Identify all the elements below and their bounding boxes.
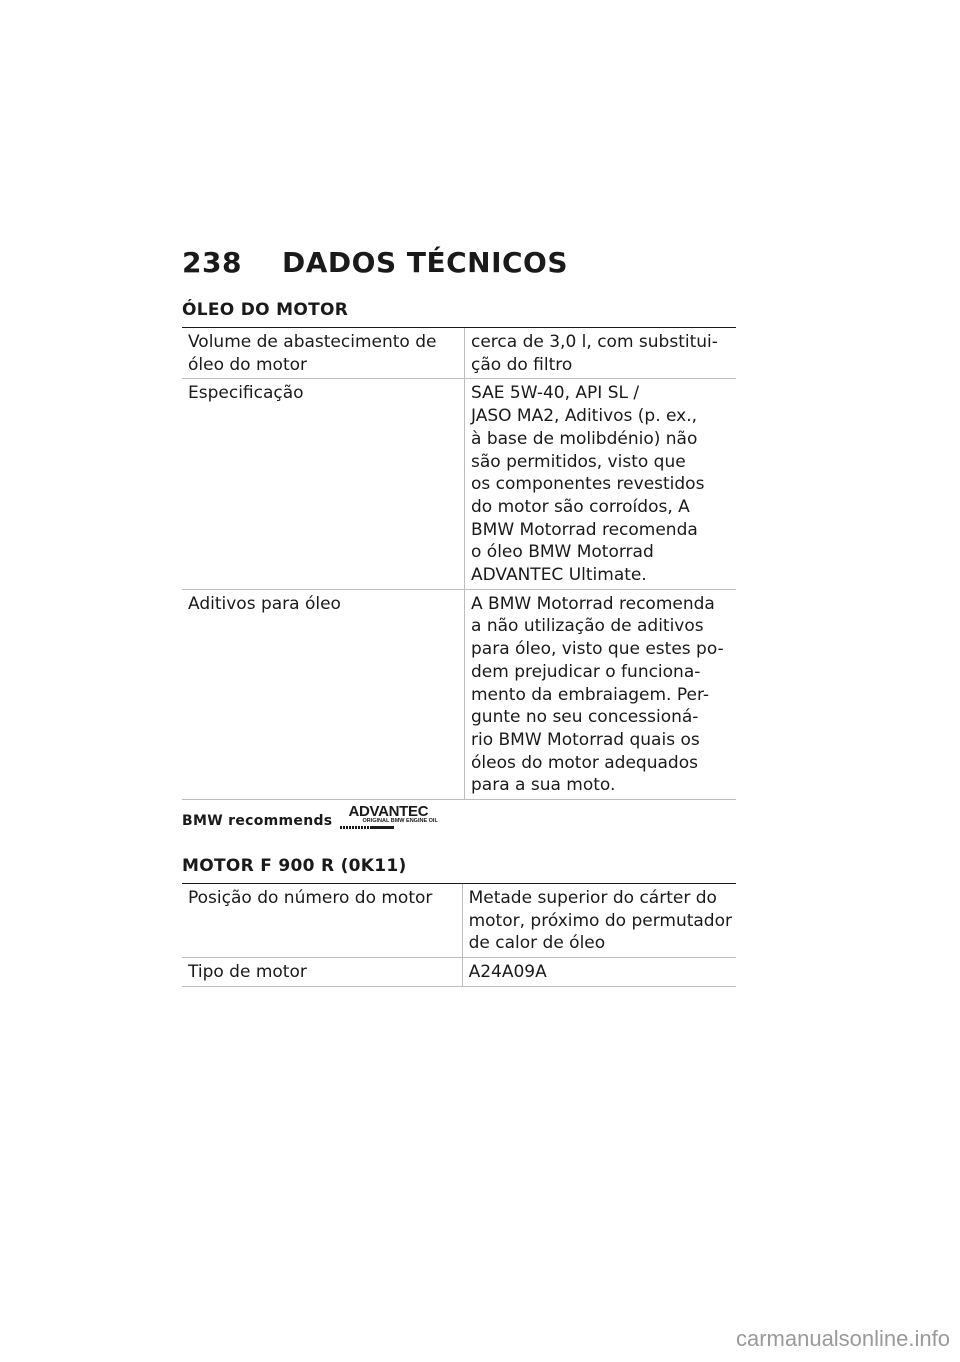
spec-row xyxy=(182,884,736,958)
spec-value-line: dem prejudicar o funciona- xyxy=(471,661,701,682)
spec-value-line: os componentes revestidos xyxy=(471,474,705,495)
engine-section xyxy=(182,856,736,987)
spec-label-line: Posição do número do motor xyxy=(188,888,433,908)
advantec-logo xyxy=(340,803,444,829)
spec-value-line: gunte no seu concessioná- xyxy=(471,707,699,728)
spec-value-line: para óleo, visto que estes po- xyxy=(471,639,724,660)
spec-value-line: são permitidos, visto que xyxy=(471,451,686,472)
spec-value-line: para a sua moto. xyxy=(471,775,616,796)
spec-value-line: de calor de óleo xyxy=(468,933,606,954)
spec-label-line: óleo do motor xyxy=(188,354,307,375)
spec-label xyxy=(182,589,465,799)
footer-watermark: carmanualsonline.info xyxy=(735,1326,950,1351)
spec-value-line: SAE 5W-40, API SL / xyxy=(471,383,640,404)
spec-label xyxy=(182,328,465,379)
spec-row xyxy=(182,589,736,799)
page-title: DADOS TÉCNICOS xyxy=(282,246,569,279)
spec-label-line: Volume de abastecimento de xyxy=(188,332,437,352)
spec-value-line: ADVANTEC Ultimate. xyxy=(471,565,647,586)
spec-row xyxy=(182,958,736,987)
spec-value-line: mento da embraiagem. Per- xyxy=(471,684,709,705)
spec-label xyxy=(182,379,465,589)
spec-value-line: BMW Motorrad recomenda xyxy=(471,519,698,540)
spec-value xyxy=(462,958,736,987)
spec-value-line: óleos do motor adequados xyxy=(471,752,698,773)
spec-label-line: Aditivos para óleo xyxy=(188,593,341,614)
page-header xyxy=(182,246,568,279)
logo-solid-bar xyxy=(370,826,394,829)
spec-value xyxy=(465,589,737,799)
logo-subtitle: ORIGINAL BMW ENGINE OIL xyxy=(362,818,438,824)
spec-value-line: Metade superior do cárter do xyxy=(468,888,717,908)
spec-value-line: à base de molibdénio) não xyxy=(471,428,698,449)
spec-value-line: a não utilização de aditivos xyxy=(471,616,704,637)
logo-word: ADVANTEC xyxy=(348,803,429,820)
spec-label-line: Tipo de motor xyxy=(188,962,307,983)
spec-label xyxy=(182,958,462,987)
spec-value xyxy=(462,884,736,958)
spec-value-line: o óleo BMW Motorrad xyxy=(471,542,654,563)
spec-value-line: ção do filtro xyxy=(471,354,573,375)
spec-value-line: cerca de 3,0 l, com substitui- xyxy=(471,332,718,352)
spec-row xyxy=(182,379,736,589)
oil-spec-table xyxy=(182,328,736,800)
bmw-recommends xyxy=(182,803,444,829)
spec-value-line: do motor são corroídos, A xyxy=(471,496,690,517)
recommend-text: BMW recommends xyxy=(182,813,333,829)
spec-value xyxy=(465,379,737,589)
spec-value-line: A24A09A xyxy=(468,962,547,983)
spec-label-line: Especificação xyxy=(188,383,304,404)
spec-value-line: JASO MA2, Aditivos (p. ex., xyxy=(471,406,698,427)
oil-section xyxy=(182,300,736,800)
spec-label xyxy=(182,884,462,958)
page-number: 238 xyxy=(182,246,242,279)
engine-section-title: MOTOR F 900 R (0K11) xyxy=(182,856,736,884)
engine-spec-table xyxy=(182,884,736,987)
spec-value-line: rio BMW Motorrad quais os xyxy=(471,729,700,750)
oil-section-title: ÓLEO DO MOTOR xyxy=(182,300,736,328)
spec-value xyxy=(465,328,737,379)
spec-value-line: A BMW Motorrad recomenda xyxy=(471,593,715,614)
spec-value-line: motor, próximo do permutador xyxy=(468,910,732,931)
spec-row xyxy=(182,328,736,379)
